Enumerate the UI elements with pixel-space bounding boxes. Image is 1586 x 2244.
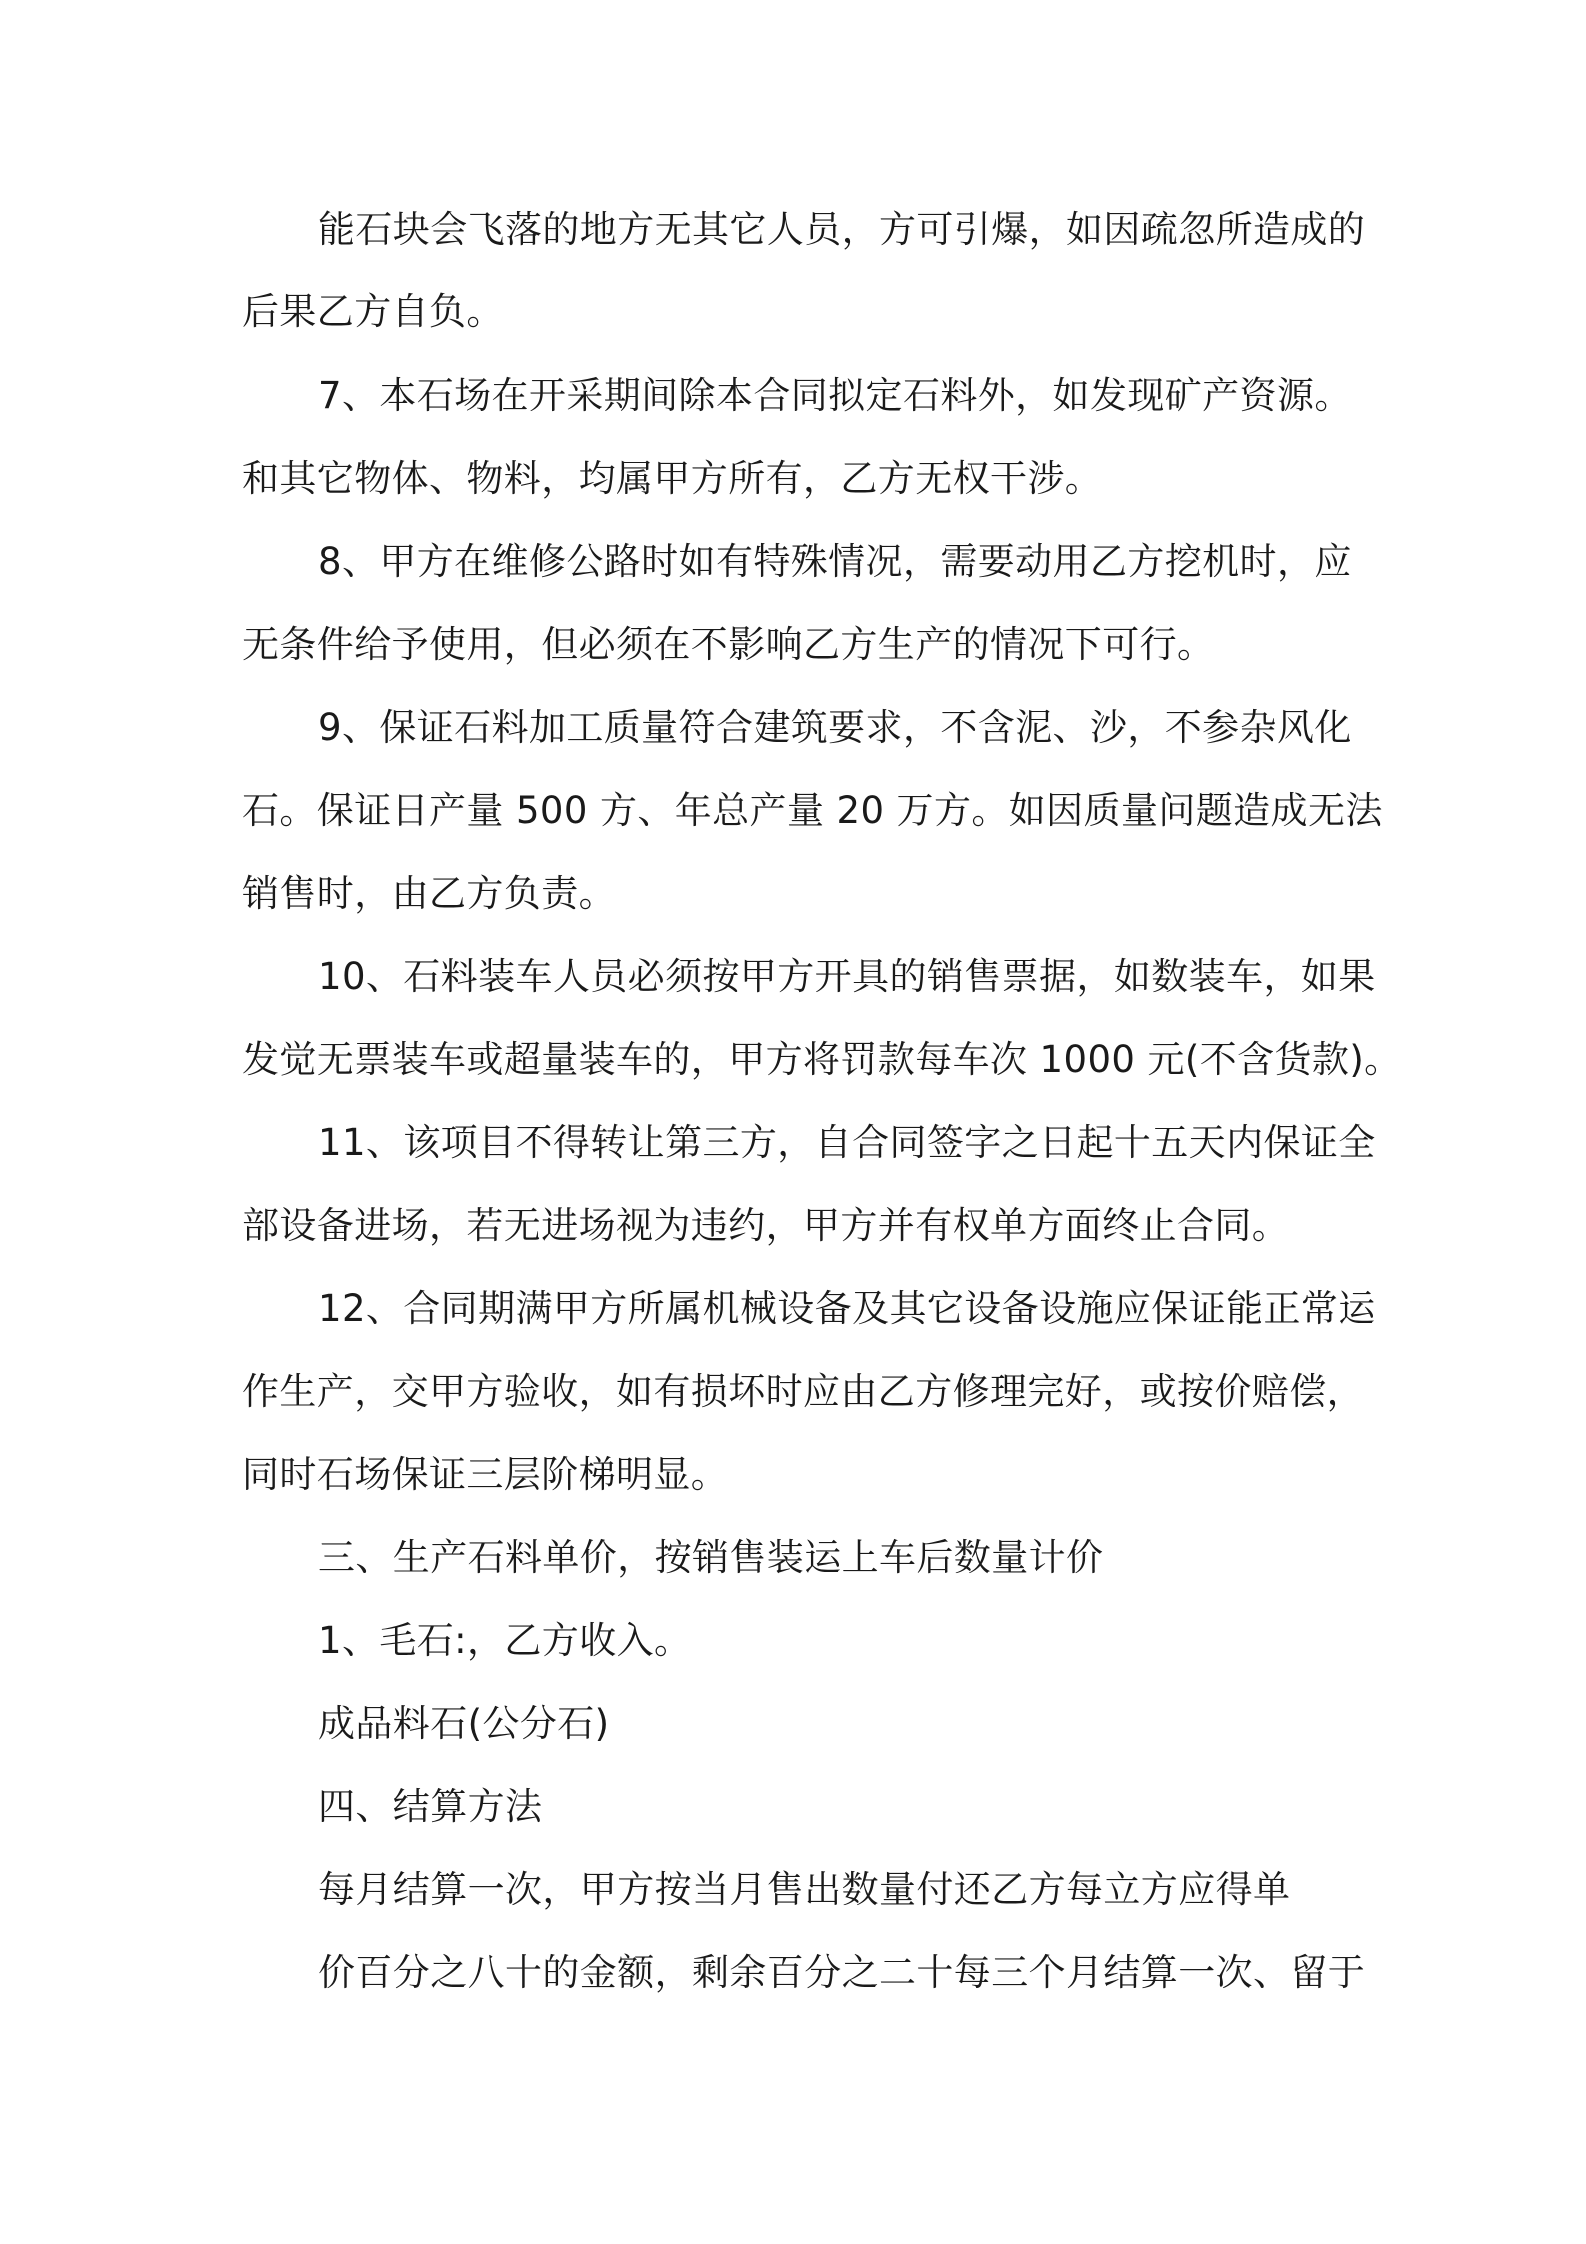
- clause-8: 8、甲方在维修公路时如有特殊情况，需要动用乙方挖机时，应: [318, 540, 1352, 583]
- text-line: 无条件给予使用，但必须在不影响乙方生产的情况下可行。: [242, 623, 1215, 666]
- text-line: 后果乙方自负。: [242, 290, 504, 333]
- clause-9: 9、保证石料加工质量符合建筑要求，不含泥、沙，不参杂风化: [318, 706, 1352, 749]
- text-line: 和其它物体、物料，均属甲方所有，乙方无权干涉。: [242, 457, 1103, 500]
- text-line: 成品料石(公分石): [318, 1702, 610, 1745]
- clause-12: 12、合同期满甲方所属机械设备及其它设备设施应保证能正常运: [318, 1287, 1376, 1330]
- text-line: 同时石场保证三层阶梯明显。: [242, 1453, 729, 1496]
- text-line: 销售时，由乙方负责。: [242, 872, 616, 915]
- text-line: 价百分之八十的金额，剩余百分之二十每三个月结算一次、留于: [318, 1951, 1366, 1994]
- text-line: 部设备进场，若无进场视为违约，甲方并有权单方面终止合同。: [242, 1204, 1290, 1247]
- text-line: 每月结算一次，甲方按当月售出数量付还乙方每立方应得单: [318, 1868, 1291, 1911]
- text-line: 发觉无票装车或超量装车的，甲方将罚款每车次 1000 元(不含货款)。: [242, 1038, 1402, 1081]
- text-line: 1、毛石:，乙方收入。: [318, 1619, 692, 1662]
- clause-7: 7、本石场在开采期间除本合同拟定石料外，如发现矿产资源。: [318, 374, 1352, 417]
- clause-11: 11、该项目不得转让第三方，自合同签字之日起十五天内保证全: [318, 1121, 1376, 1164]
- text-line: 作生产，交甲方验收，如有损坏时应由乙方修理完好，或按价赔偿，: [242, 1370, 1364, 1413]
- section-heading-3: 三、生产石料单价，按销售装运上车后数量计价: [318, 1536, 1104, 1579]
- clause-10: 10、石料装车人员必须按甲方开具的销售票据，如数装车，如果: [318, 955, 1376, 998]
- text-line: 能石块会飞落的地方无其它人员，方可引爆，如因疏忽所造成的: [318, 208, 1366, 251]
- section-heading-4: 四、结算方法: [318, 1785, 543, 1828]
- text-line: 石。保证日产量 500 方、年总产量 20 万方。如因质量问题造成无法: [242, 789, 1383, 832]
